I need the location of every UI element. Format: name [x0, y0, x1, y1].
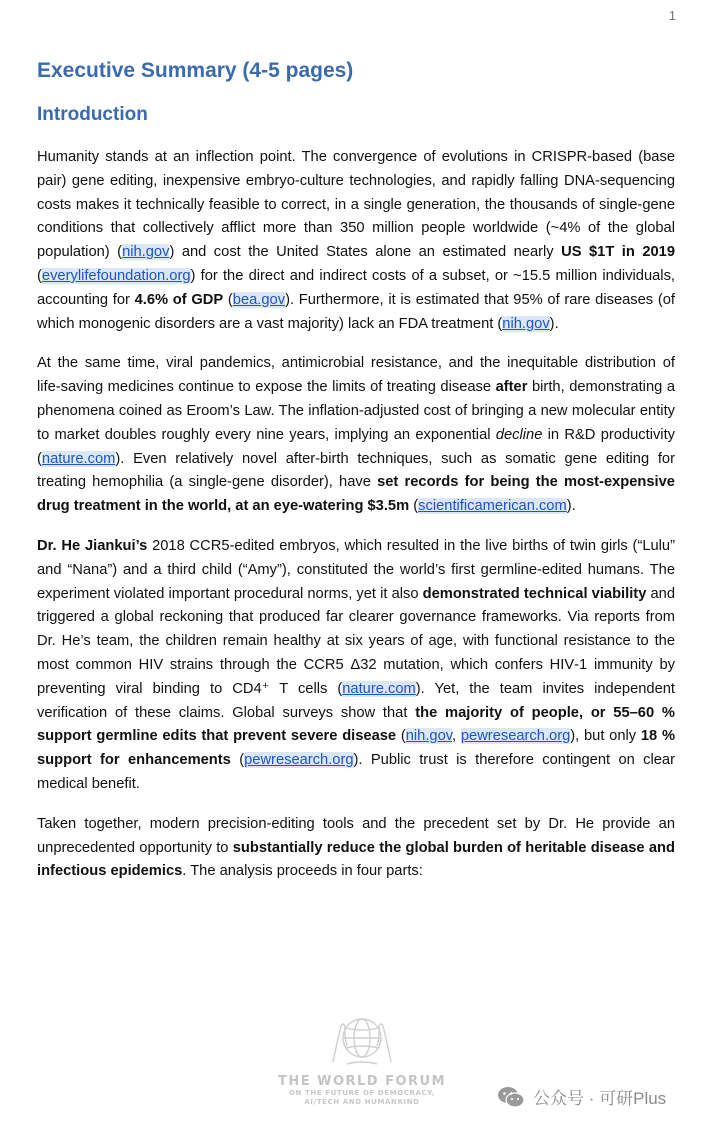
wechat-watermark [497, 1084, 666, 1109]
logo-title: THE WORLD FORUM [277, 1074, 447, 1089]
text-run: ( [230, 752, 245, 769]
text-run: , [452, 728, 461, 745]
citation-link[interactable]: everylifefoundation.org [41, 267, 191, 284]
citation-link[interactable]: nih.gov [405, 728, 453, 745]
section-heading: Introduction [37, 104, 148, 125]
text-run: ( [396, 728, 406, 745]
watermark-text: 公众号 · 可研Plus [533, 1089, 667, 1108]
text-run: Taken together, modern precision‑editing tools and the precedent set by Dr. He provide an unprecedented opportunity to [37, 815, 675, 856]
text-run: ( [223, 291, 233, 308]
document-title: Executive Summary (4-5 pages) [37, 59, 354, 82]
logo-subtitle: AI/TECH AND HUMANKIND [304, 1098, 420, 1106]
text-run: ). Even relatively novel after‑birth techniques, such as somatic gene editing for treating hemophilia (a single‑gene disorder), have [37, 450, 675, 491]
text-run: . The analysis proceeds in four parts: [182, 863, 423, 880]
bold-text: US $1T in 2019 [561, 244, 676, 261]
document-body [37, 146, 675, 900]
bold-text: the majority of people, or 55–60 % support germline edits that prevent severe disease [37, 704, 675, 745]
page-number: 1 [668, 8, 676, 23]
citation-link[interactable]: nih.gov [502, 315, 550, 332]
paragraph-4 [37, 813, 675, 884]
italic-text: decline [495, 426, 543, 443]
text-run: Humanity stands at an inflection point. The convergence of evolutions in CRISPR‑based (base pair) gene editing, inexpensive embryo‑culture technologies, and rapidly falling DNA‑sequencing costs makes it technically feasible to correct, in a single generation, the thousands of single‑gene conditions that collectively afflict more than 350 million people worldwide (~4% of the global population) ( [37, 149, 675, 261]
citation-link[interactable]: bea.gov [232, 291, 286, 308]
bold-text: after [495, 379, 528, 396]
paragraph-2 [37, 352, 675, 519]
citation-link[interactable]: scientificamerican.com [418, 498, 567, 515]
paragraph-1 [37, 146, 675, 336]
world-forum-logo [262, 1012, 462, 1122]
text-run: ). Public trust is therefore contingent on clear medical benefit. [37, 752, 675, 792]
text-run: ). Yet, the team invites independent verification of these claims. Global surveys show that [37, 680, 675, 721]
text-run: ) and cost the United States alone an estimated nearly [169, 244, 562, 261]
bold-text: substantially reduce the global burden of heritable disease and infectious epidemics [37, 839, 675, 880]
citation-link[interactable]: nature.com [41, 450, 116, 467]
text-run: At the same time, viral pandemics, antimicrobial resistance, and the inequitable distribution of life‑saving medicines continue to expose the limits of treating disease [37, 355, 675, 396]
text-run: ( [37, 267, 42, 284]
bold-text: set records for being the most‑expensive drug treatment in the world, at an eye‑watering $3.5m [37, 474, 675, 515]
text-run: in R&D productivity ( [37, 426, 675, 467]
text-run: birth, demonstrating a phenomena coined as Eroom’s Law. The inflation‑adjusted cost of bringing a new molecular entity to market doubles roughly every nine years, implying an exponential [37, 379, 675, 443]
bold-text: 18 % support for enhancements [37, 728, 676, 769]
bold-text: demonstrated technical viability [422, 585, 647, 602]
text-run: ). Furthermore, it is estimated that 95% of rare diseases (of which monogenic disorders are a vast majority) lack an FDA treatment ( [37, 291, 675, 332]
bold-text: 4.6% of GDP [134, 291, 224, 308]
text-run: ). [566, 498, 576, 515]
citation-link[interactable]: nih.gov [122, 244, 170, 261]
text-run: ) for the direct and indirect costs of a subset, or ~15.5 million individuals, accounting for [37, 267, 675, 308]
citation-link[interactable]: pewresearch.org [244, 752, 354, 769]
text-run: ). [549, 315, 559, 332]
bold-text: Dr. He Jiankui’s [37, 537, 148, 554]
text-run: and triggered a global reckoning that produced far clearer governance frameworks. Via reports from Dr. He’s team, the children remain healthy at six years of age, with functional resistance to the most common HIV strains through the CCR5 Δ32 mutation, which confers HIV‑1 immunity by preventing viral binding to CD4⁺ T cells ( [37, 585, 676, 697]
text-run: ), but only [570, 728, 641, 745]
logo-subtitle: ON THE FUTURE OF DEMOCRACY, [288, 1089, 436, 1097]
citation-link[interactable]: pewresearch.org [460, 728, 571, 745]
citation-link[interactable]: nature.com [342, 680, 416, 697]
text-run: 2018 CCR5‑edited embryos, which resulted in the live births of twin girls (“Lulu” and “Nana”) and a third child (“Amy”), constituted the world’s first germline‑edited humans. The experiment violated important procedural norms, yet it also [37, 537, 675, 602]
paragraph-3 [37, 535, 675, 797]
wechat-icon [497, 1085, 525, 1109]
globe-hands-icon [327, 1012, 397, 1070]
text-run: ( [409, 498, 419, 515]
